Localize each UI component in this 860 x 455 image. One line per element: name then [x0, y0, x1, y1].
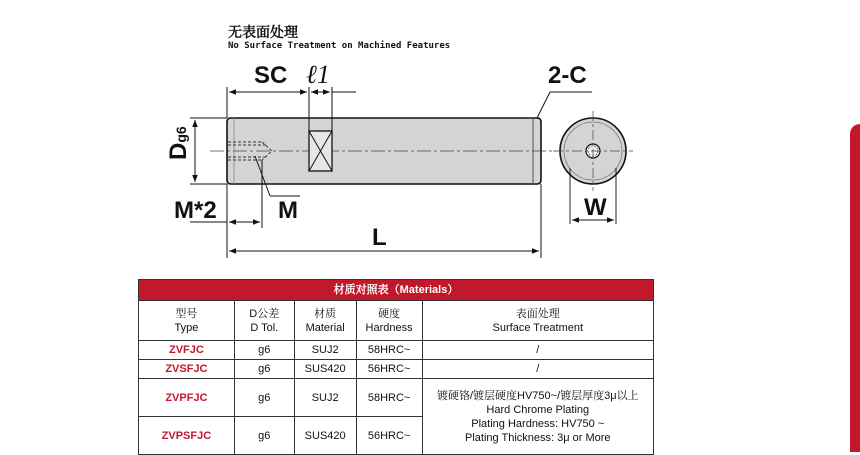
- dim-chamfer-label: 2-C: [548, 62, 587, 89]
- row-type: ZVPFJC: [139, 379, 235, 417]
- header-hardness-cn: 硬度: [378, 307, 401, 320]
- header-hardness-en: Hardness: [365, 321, 413, 334]
- row-treatment: /: [422, 341, 653, 360]
- row-type: ZVPSFJC: [139, 417, 235, 455]
- row-type: ZVSFJC: [139, 360, 235, 379]
- row-type: ZVFJC: [139, 341, 235, 360]
- plating-en-2: Plating Hardness: HV750 ~: [471, 417, 605, 430]
- header-tol: [234, 301, 294, 341]
- row-tol: g6: [234, 417, 294, 455]
- header-material-en: Material: [305, 321, 345, 334]
- plating-en-1: Hard Chrome Plating: [486, 403, 590, 416]
- header-tol-en: D Tol.: [250, 321, 279, 334]
- dim-d-label: [167, 96, 197, 160]
- row-treatment-plating: [422, 379, 653, 455]
- row-treatment: /: [422, 360, 653, 379]
- dim-w-label: W: [584, 194, 607, 221]
- header-material: [294, 301, 356, 341]
- dim-m-label: M: [278, 197, 298, 224]
- header-tol-cn: D公差: [249, 307, 280, 320]
- plating-cn: 镀硬铬/镀层硬度HV750~/镀层厚度3μ以上: [436, 389, 639, 402]
- row-material: SUJ2: [294, 341, 356, 360]
- dim-m2-label: M*2: [174, 197, 217, 224]
- dim-sc-label: SC: [254, 62, 288, 89]
- header-treatment-cn: 表面处理: [515, 307, 560, 320]
- table-row: [139, 341, 654, 360]
- row-hardness: 56HRC~: [356, 360, 422, 379]
- row-tol: g6: [234, 341, 294, 360]
- row-material: SUJ2: [294, 379, 356, 417]
- dim-l-label: L: [372, 224, 387, 251]
- row-tol: g6: [234, 379, 294, 417]
- dim-d-main: D: [165, 142, 192, 160]
- header-hardness: [356, 301, 422, 341]
- table-caption: 材质对照表（Materials）: [139, 280, 654, 301]
- table-row: [139, 360, 654, 379]
- header-type: [139, 301, 235, 341]
- drawing-title-cn: 无表面处理: [228, 25, 298, 41]
- row-hardness: 58HRC~: [356, 379, 422, 417]
- header-treatment: [422, 301, 653, 341]
- header-treatment-en: Surface Treatment: [492, 321, 584, 334]
- side-accent-bar: [850, 124, 860, 452]
- row-hardness: 58HRC~: [356, 341, 422, 360]
- drawing-title-en: No Surface Treatment on Machined Features: [228, 41, 451, 51]
- table-header-row: [139, 301, 654, 341]
- header-type-en: Type: [174, 321, 199, 334]
- row-hardness: 56HRC~: [356, 417, 422, 455]
- dim-l1-label: ℓ1: [306, 60, 330, 89]
- materials-table: [138, 279, 654, 455]
- dim-d-tolerance: g6: [173, 126, 189, 143]
- row-material: SUS420: [294, 360, 356, 379]
- header-material-cn: 材质: [314, 307, 337, 320]
- table-row: [139, 379, 654, 417]
- header-type-cn: 型号: [175, 307, 198, 320]
- row-tol: g6: [234, 360, 294, 379]
- wrench-flat: [309, 131, 332, 171]
- row-material: SUS420: [294, 417, 356, 455]
- plating-en-3: Plating Thickness: 3μ or More: [465, 431, 611, 444]
